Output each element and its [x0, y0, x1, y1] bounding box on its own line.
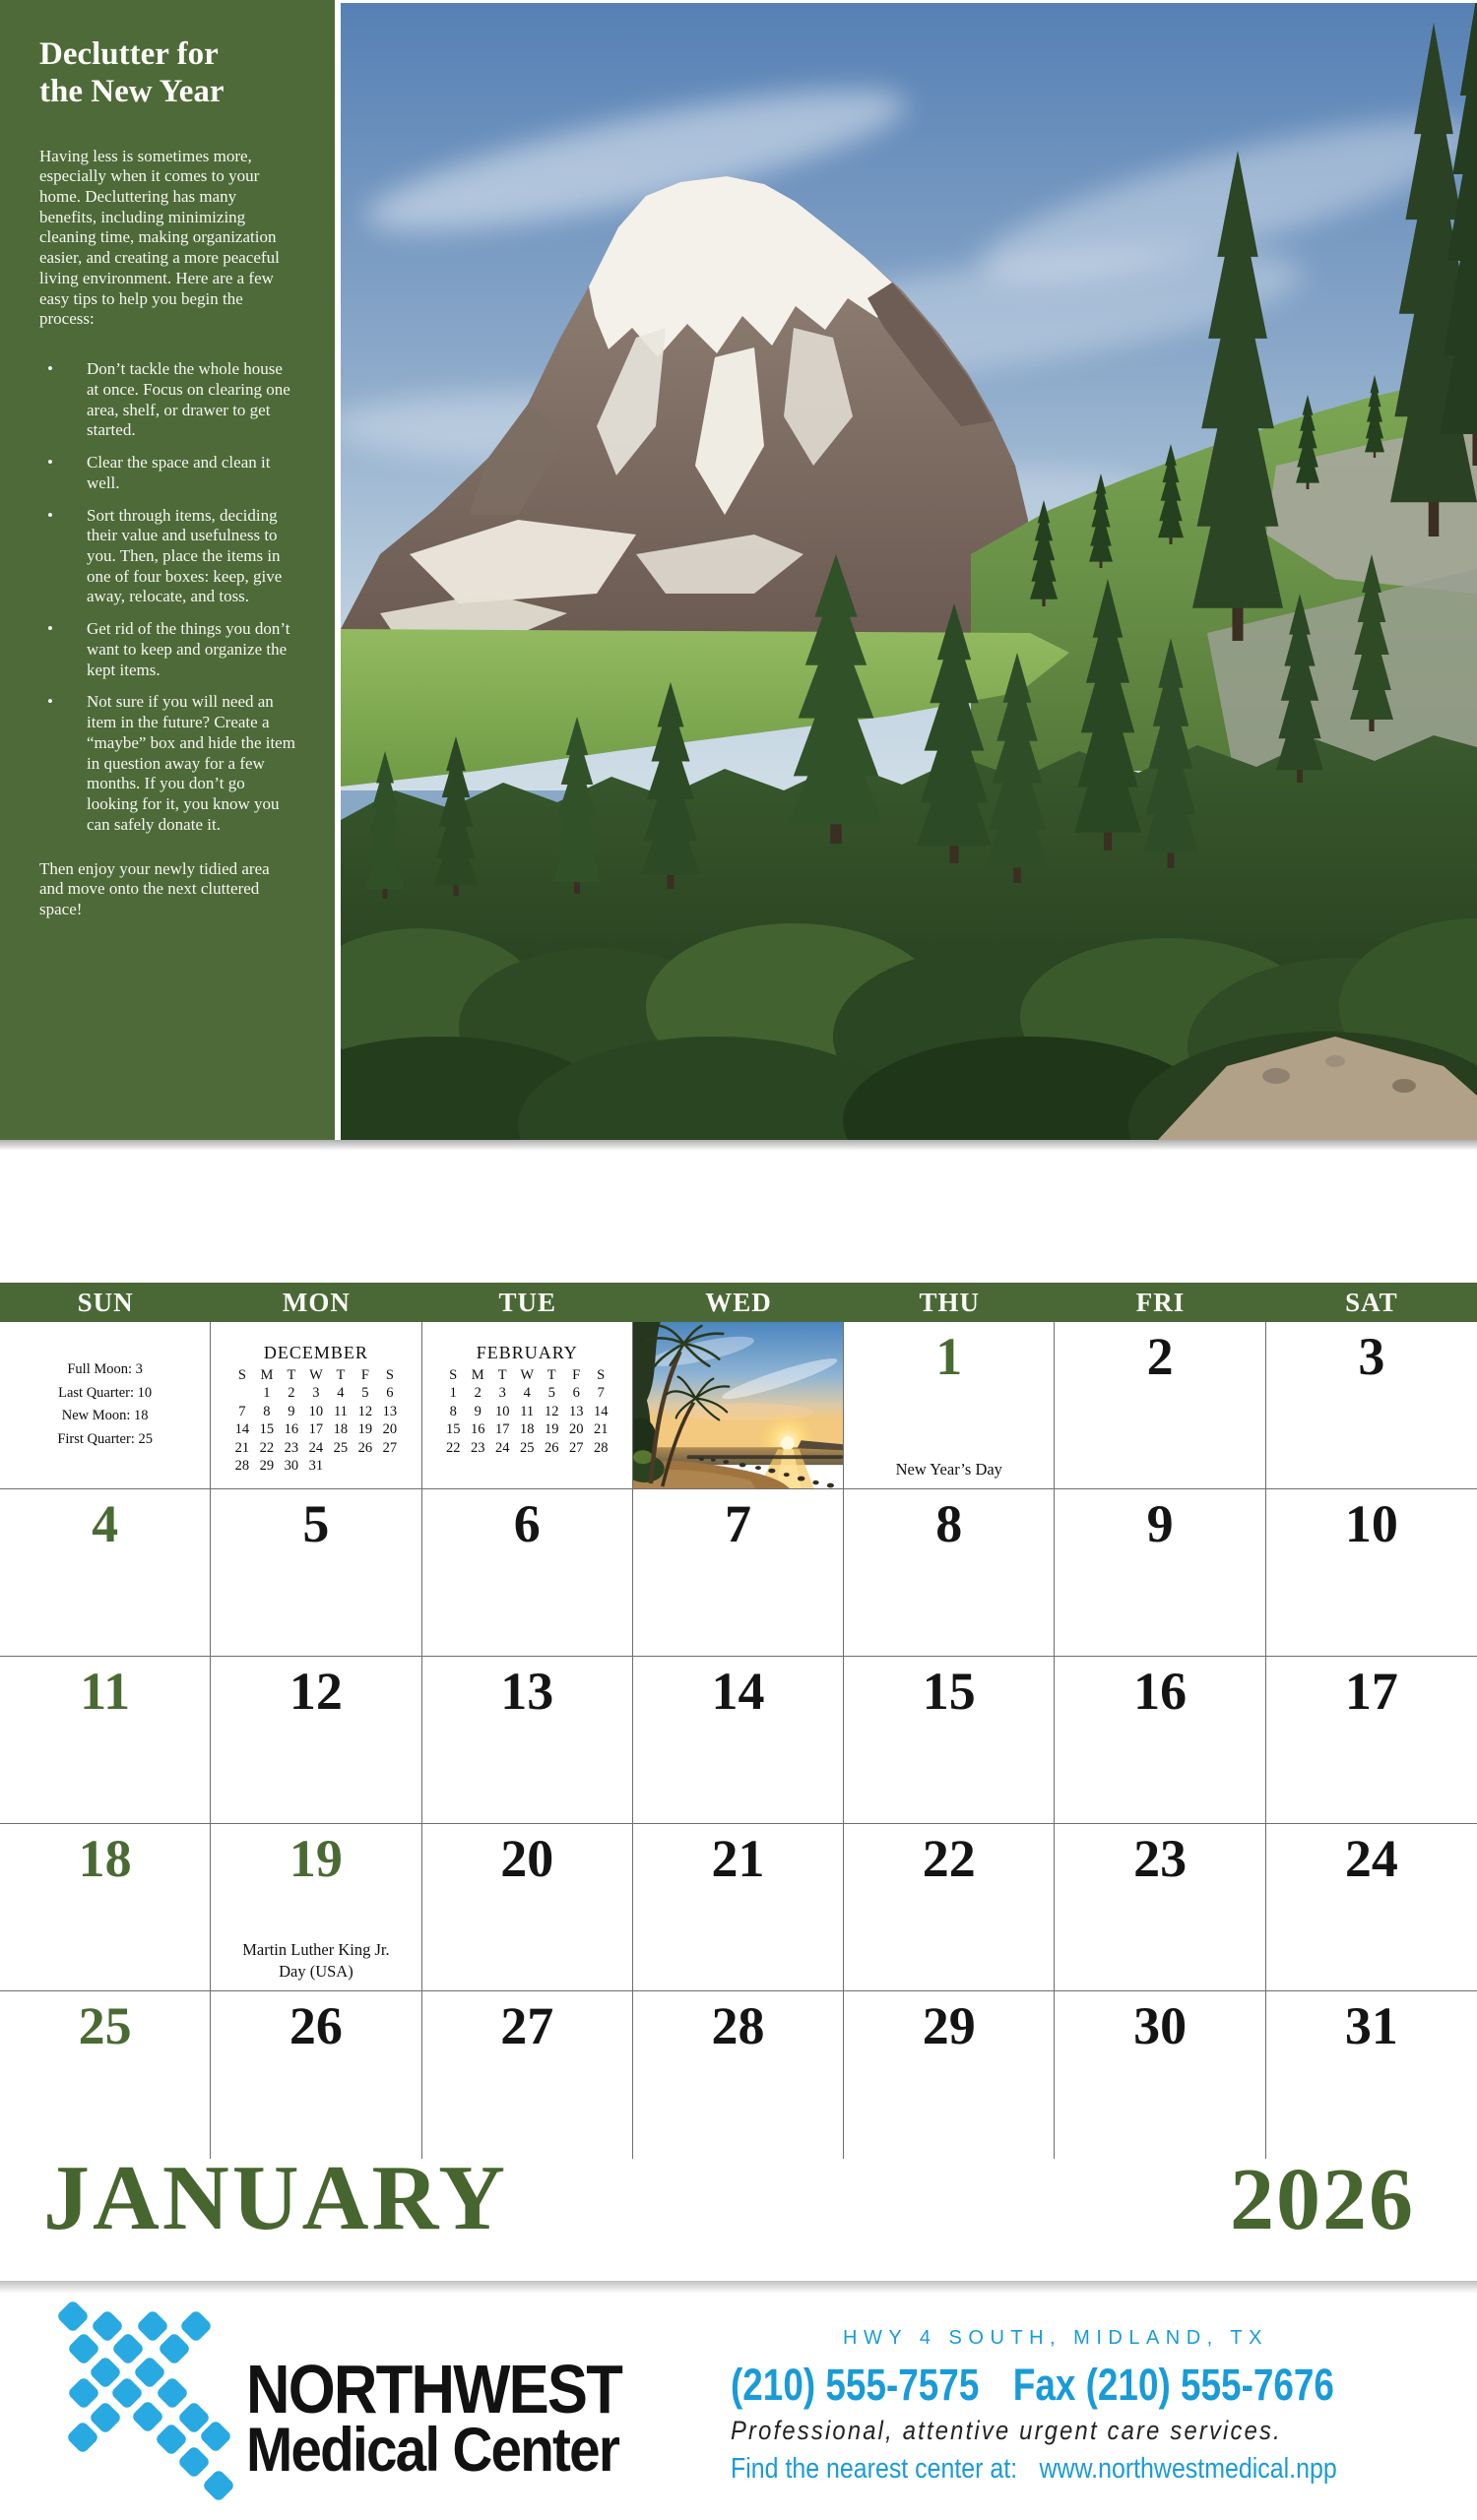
holiday-label: Martin Luther King Jr. Day (USA) — [242, 1940, 390, 1981]
date-cell-21 — [633, 1824, 844, 1991]
date-cell-31 — [1266, 1991, 1477, 2159]
date-number: 7 — [724, 1494, 751, 1553]
date-cell-28 — [633, 1991, 844, 2159]
date-number: 2 — [1146, 1327, 1174, 1386]
date-number: 6 — [513, 1494, 541, 1553]
date-cell-6 — [422, 1489, 633, 1657]
date-number: 25 — [78, 1996, 132, 2055]
date-cell-26 — [211, 1991, 421, 2159]
date-number: 1 — [935, 1327, 963, 1386]
article-bullet-list — [39, 359, 297, 835]
mini-calendar-row: S M T W T F S — [449, 1367, 606, 1383]
date-number: 8 — [935, 1494, 963, 1553]
date-cell-3 — [1266, 1322, 1477, 1489]
date-cell-15 — [844, 1657, 1055, 1824]
date-cell-7 — [633, 1489, 844, 1657]
website-url[interactable]: www.northwestmedical.npp — [1039, 2453, 1337, 2485]
contact-block — [731, 2294, 1381, 2484]
date-cell-18 — [0, 1824, 211, 1991]
date-cell-16 — [1055, 1657, 1265, 1824]
date-cell-25 — [0, 1991, 211, 2159]
mini-calendar-row: 22 23 24 25 26 27 28 — [445, 1439, 609, 1456]
date-cell-4 — [0, 1489, 211, 1657]
date-number: 13 — [500, 1662, 554, 1721]
date-number: 18 — [78, 1829, 132, 1888]
mini-calendar-row: 1 2 3 4 5 6 7 — [449, 1385, 605, 1402]
article-outro: Then enjoy your newly tidied area and move onto the next cluttered space! — [39, 858, 270, 919]
moon-phase-line: New Moon: 18 — [61, 1408, 149, 1423]
date-number: 23 — [1133, 1829, 1188, 1888]
phone-number: (210) 555-7575 — [731, 2360, 980, 2410]
fax-number: Fax (210) 555-7676 — [1012, 2360, 1334, 2410]
date-cell-27 — [422, 1991, 633, 2159]
mini-calendar-february — [422, 1322, 633, 1489]
day-header-fri: FRI — [1135, 1287, 1186, 1317]
mini-calendar-december — [211, 1322, 421, 1489]
date-cell-1 — [844, 1322, 1055, 1489]
find-center-line — [731, 2453, 1337, 2485]
date-number: 26 — [289, 1996, 343, 2055]
date-number: 20 — [500, 1829, 554, 1888]
mini-calendar-row: 1 2 3 4 5 6 — [263, 1385, 394, 1402]
date-number: 31 — [1344, 1996, 1398, 2055]
date-number: 24 — [1344, 1829, 1398, 1888]
date-number: 28 — [711, 1996, 765, 2055]
beach-photo-cell — [633, 1322, 844, 1489]
day-header-thu: THU — [919, 1287, 981, 1317]
moon-phase-cell — [0, 1322, 211, 1489]
date-cell-30 — [1055, 1991, 1265, 2159]
date-cell-11 — [0, 1657, 211, 1824]
day-header-bar — [0, 1283, 1477, 1322]
moon-phase-line: First Quarter: 25 — [57, 1430, 153, 1447]
tagline: Professional, attentive urgent care services. — [731, 2416, 1282, 2445]
date-cell-23 — [1055, 1824, 1265, 1991]
mini-calendar-row: S M T W T F S — [237, 1367, 394, 1383]
date-cell-14 — [633, 1657, 844, 1824]
mini-calendar — [422, 1322, 632, 1457]
day-header-mon: MON — [282, 1287, 351, 1317]
mini-calendar-row: 15 16 17 18 19 20 21 — [445, 1421, 609, 1438]
date-cell-20 — [422, 1824, 633, 1991]
date-number: 15 — [922, 1662, 976, 1721]
brand-subname: Medical Center — [246, 2416, 619, 2485]
mini-calendar — [211, 1322, 420, 1475]
date-cell-19 — [211, 1824, 421, 1991]
date-cell-2 — [1055, 1322, 1265, 1489]
mini-calendar-row: 21 22 23 24 25 26 27 — [234, 1439, 398, 1456]
date-number: 9 — [1146, 1494, 1174, 1553]
article-bullet: • Not sure if you will need an item in the future? Create a “maybe” box and hide the item in question away for a few months. If you don’t go looking for it, you know you can safely donate it. — [39, 692, 297, 835]
day-header-sat: SAT — [1345, 1287, 1398, 1317]
moon-phase-line: Last Quarter: 10 — [58, 1384, 153, 1401]
date-number: 27 — [500, 1996, 554, 2055]
northwest-medical-logo-icon — [51, 2300, 248, 2510]
sidebar-article — [0, 0, 335, 1140]
mini-calendar-title: FEBRUARY — [476, 1343, 578, 1362]
date-number: 3 — [1358, 1327, 1385, 1386]
day-header-sun: SUN — [77, 1287, 134, 1317]
date-number: 12 — [289, 1662, 343, 1721]
article-bullet: • Sort through items, deciding their value and usefulness to you. Then, place the items in one of four boxes: keep, give away, relocate, and toss. — [39, 506, 297, 608]
date-cell-29 — [844, 1991, 1055, 2159]
date-number: 19 — [289, 1829, 343, 1888]
moon-phase-list — [0, 1322, 210, 1451]
date-number: 21 — [711, 1829, 765, 1888]
mini-calendar-row: 8 9 10 11 12 13 14 — [449, 1403, 609, 1419]
calendar-edge-shadow — [0, 2281, 1477, 2294]
mini-calendar-row: 7 8 9 10 11 12 13 — [238, 1403, 398, 1419]
address-line: HWY 4 SOUTH, MIDLAND, TX — [843, 2327, 1268, 2349]
mini-calendar-row: 28 29 30 31 — [234, 1458, 324, 1475]
date-number: 29 — [922, 1996, 976, 2055]
article-bullet: • Don’t tackle the whole house at once. Focus on clearing one area, shelf, or drawer to get started. — [39, 359, 297, 441]
date-number: 10 — [1344, 1494, 1398, 1553]
date-number: 5 — [302, 1494, 330, 1553]
article-title: Declutter for the New Year — [39, 36, 225, 110]
day-header-tue: TUE — [498, 1287, 556, 1317]
date-number: 14 — [711, 1662, 765, 1721]
date-cell-12 — [211, 1657, 421, 1824]
month-title: JANUARY — [43, 2147, 508, 2249]
date-number: 17 — [1344, 1662, 1398, 1721]
date-cell-5 — [211, 1489, 421, 1657]
article-bullet: • Clear the space and clean it well. — [39, 453, 297, 493]
date-number: 22 — [922, 1829, 976, 1888]
article-intro: Having less is sometimes more, especially when it comes to your home. Decluttering has many benefits, including minimizing cleaning time, making organization easier, and creating a more peaceful living environment. Here are a few easy tips to help you begin the process: — [39, 146, 280, 329]
article-bullet: • Get rid of the things you don’t want to keep and organize the kept items. — [39, 619, 297, 680]
date-cell-22 — [844, 1824, 1055, 1991]
year-title: 2026 — [1230, 2151, 1415, 2248]
moon-phase-line: Full Moon: 3 — [67, 1361, 143, 1377]
mini-calendar-title: DECEMBER — [263, 1343, 368, 1362]
mountain-photo — [341, 3, 1477, 1140]
calendar-grid — [0, 1322, 1477, 2159]
date-cell-8 — [844, 1489, 1055, 1657]
date-cell-24 — [1266, 1824, 1477, 1991]
page-edge-shadow — [0, 1140, 1477, 1151]
day-header-wed: WED — [705, 1287, 772, 1317]
date-cell-13 — [422, 1657, 633, 1824]
date-number: 11 — [80, 1662, 131, 1721]
phone-line — [731, 2360, 1334, 2410]
find-center-label: Find the nearest center at: — [731, 2453, 1018, 2485]
date-cell-9 — [1055, 1489, 1265, 1657]
date-number: 4 — [92, 1494, 119, 1553]
mini-calendar-row: 14 15 16 17 18 19 20 — [234, 1421, 398, 1438]
advertiser-footer — [0, 2294, 1477, 2520]
date-number: 30 — [1133, 1996, 1188, 2055]
date-number: 16 — [1133, 1662, 1188, 1721]
date-cell-10 — [1266, 1489, 1477, 1657]
holiday-label: New Year’s Day — [895, 1459, 1002, 1479]
date-cell-17 — [1266, 1657, 1477, 1824]
brand-name: NORTHWEST — [246, 2351, 622, 2427]
